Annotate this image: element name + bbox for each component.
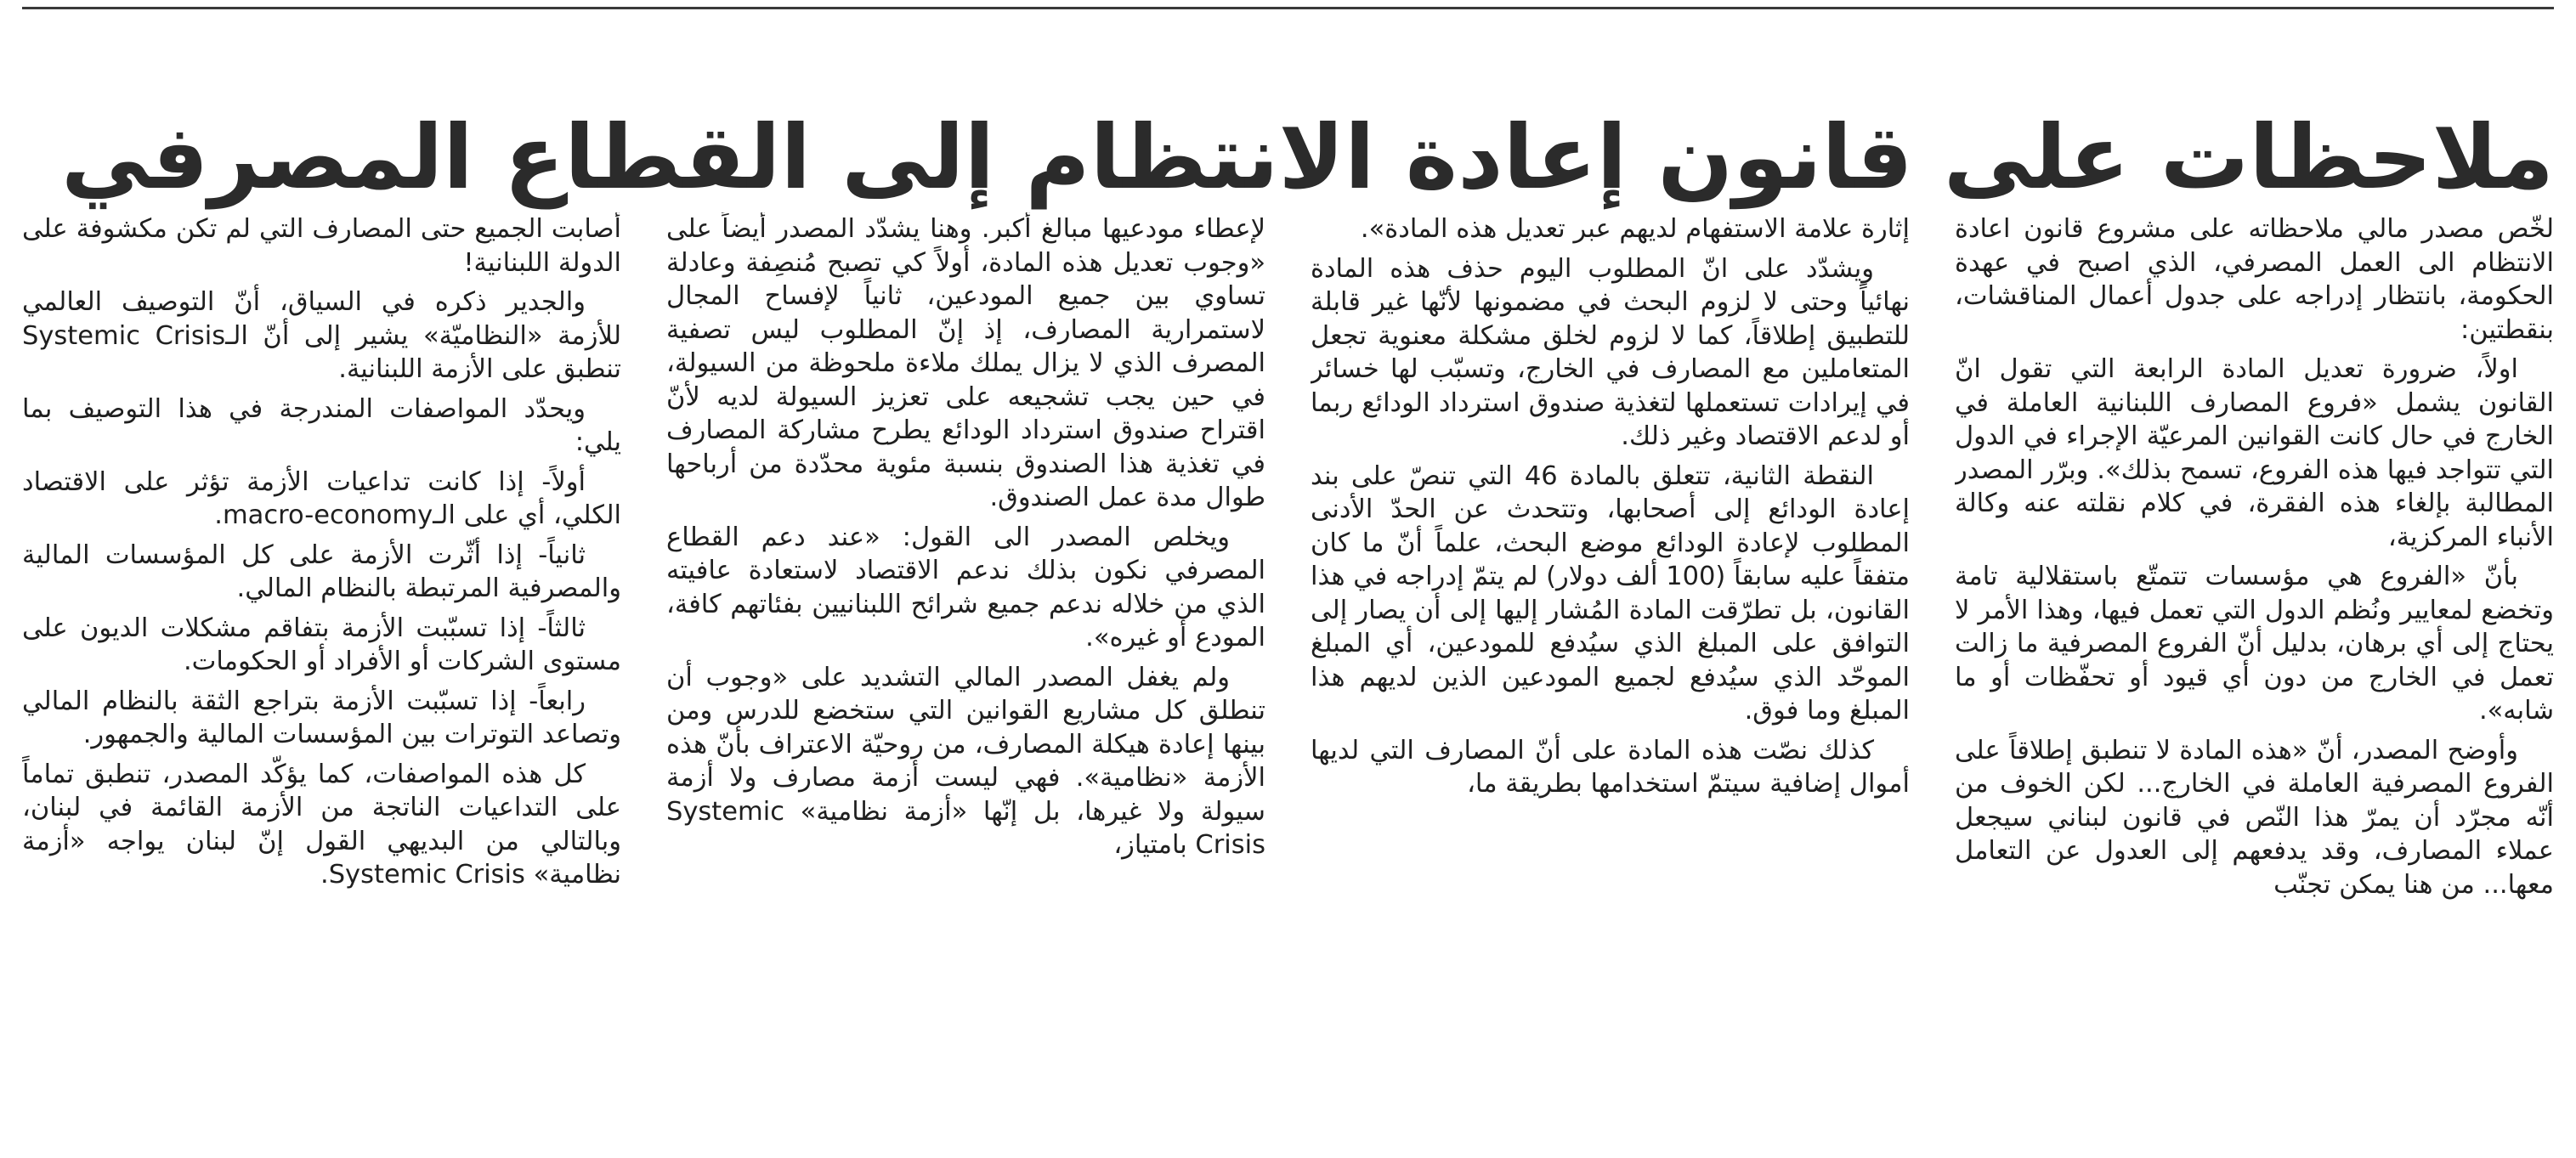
paragraph: لإعطاء مودعيها مبالغ أكبر. وهنا يشدّد المصدر أيضاً على «وجوب تعديل هذه المادة، أولاً كي تصبح مُنصِفة وعادلة تساوي بين جميع المودعين، ثانياً لإفساح المجال لاستمرارية المصارف، إذ إنّ المطلوب ليس تصفية المصرف الذي لا يزال يملك ملاءة ملحوظة من السيولة، في حين يجب تشجيعه على تعزيز السيولة لديه لأنّ اقتراح صندوق استرداد الودائع يطرح مشاركة المصارف في تغذية هذا الصندوق بنسبة مئوية محدّدة من أرباحها طوال مدة عمل الصندوق. xyxy=(666,214,1265,512)
paragraph: أولاً- إذا كانت تداعيات الأزمة تؤثر على الاقتصاد الكلي، أي على الـmacro-economy. xyxy=(22,466,621,530)
column-2 xyxy=(1311,212,1910,1138)
headline: ملاحظات على قانون إعادة الانتظام إلى القطاع المصرفي xyxy=(61,105,2554,209)
column-1 xyxy=(1955,212,2554,1138)
paragraph: النقطة الثانية، تتعلق بالمادة 46 التي تنصّ على بند إعادة الودائع إلى أصحابها، وتتحدث عن الحدّ الأدنى المطلوب لإعادة الودائع موضع البحث، علماً أنّ ما كان متفقاً عليه سابقاً (100 ألف دولار) لم يتمّ إدراجه في هذا القانون، بل تطرّقت المادة المُشار إليها إلى أن يصار إلى التوافق على المبلغ الذي سيُدفع للمودعين، أي المبلغ الموحّد الذي سيُدفع لجميع المودعين الذين لديهم هذا المبلغ وما فوق. xyxy=(1311,460,1910,726)
paragraph: كذلك نصّت هذه المادة على أنّ المصارف التي لديها أموال إضافية سيتمّ استخدامها بطريقة ما، xyxy=(1311,735,1910,799)
paragraph: لخّص مصدر مالي ملاحظاته على مشروع قانون اعادة الانتظام الى العمل المصرفي، الذي اصبح في عهدة الحكومة، بانتظار إدراجه على جدول أعمال المناقشات، بنقطتين: xyxy=(1955,214,2554,345)
paragraph: ثانياً- إذا أثّرت الأزمة على كل المؤسسات المالية والمصرفية المرتبطة بالنظام المالي. xyxy=(22,539,621,603)
paragraph: ثالثاً- إذا تسبّبت الأزمة بتفاقم مشكلات الديون على مستوى الشركات أو الأفراد أو الحكومات. xyxy=(22,613,621,676)
paragraph: ولم يغفل المصدر المالي التشديد على «وجوب أن تنطلق كل مشاريع القوانين التي ستخضع للدرس ومن بينها إعادة هيكلة المصارف، من روحيّة الاعتراف بأنّ هذه الأزمة «نظامية». فهي ليست أزمة مصارف ولا أزمة سيولة ولا غيرها، بل إنّها «أزمة نظامية» Systemic Crisis بامتياز، xyxy=(666,662,1265,860)
paragraph: ويشدّد على انّ المطلوب اليوم حذف هذه المادة نهائياً وحتى لا لزوم البحث في مضمونها لأنّها غير قابلة للتطبيق إطلاقاً، كما لا لزوم لخلق مشكلة معنوية تجعل المتعاملين مع المصارف في الخارج، وتسبّب لها خسائر في إيرادات تستعملها لتغذية صندوق استرداد الودائع ربما أو لدعم الاقتصاد وغير ذلك. xyxy=(1311,253,1910,451)
column-3 xyxy=(666,212,1265,1138)
paragraph: وأوضح المصدر، أنّ «هذه المادة لا تنطبق إطلاقاً على الفروع المصرفية العاملة في الخارج... لكن الخوف من أنّه مجرّد أن يمرّ هذا النّص في قانون لبناني سيجعل عملاء المصارف، وقد يدفعهم إلى العدول عن التعامل معها... من هنا يمكن تجنّب xyxy=(1955,735,2554,900)
paragraph: رابعاً- إذا تسبّبت الأزمة بتراجع الثقة بالنظام المالي وتصاعد التوترات بين المؤسسات المالية والجمهور. xyxy=(22,686,621,749)
paragraph: اولاً، ضرورة تعديل المادة الرابعة التي تقول انّ القانون يشمل «فروع المصارف اللبنانية العاملة في الخارج في حال كانت القوانين المرعيّة الإجراء في الدول التي تتواجد فيها هذه الفروع، تسمح بذلك». وبرّر المصدر المطالبة بإلغاء هذه الفقرة، في كلام نقلته عنه وكالة الأنباء المركزية، xyxy=(1955,354,2554,552)
paragraph: ويخلص المصدر الى القول: «عند دعم القطاع المصرفي نكون بذلك ندعم الاقتصاد لاستعادة عافيته الذي من خلاله ندعم جميع شرائح اللبنانيين بفئاتهم كافة، المودع أو غيره». xyxy=(666,522,1265,652)
paragraph: كل هذه المواصفات، كما يؤكّد المصدر، تنطبق تماماً على التداعيات الناتجة من الأزمة القائمة في لبنان، وبالتالي من البديهي القول إنّ لبنان يواجه «أزمة نظامية» Systemic Crisis. xyxy=(22,759,621,890)
paragraph: بأنّ «الفروع هي مؤسسات تتمتّع باستقلالية تامة وتخضع لمعايير ونُظم الدول التي تعمل فيها، وهذا الأمر لا يحتاج إلى أي برهان، بدليل أنّ الفروع المصرفية ما زالت تعمل في الخارج من دون أي قيود أو تحفّظات أو ما شابه». xyxy=(1955,562,2554,726)
paragraph: أصابت الجميع حتى المصارف التي لم تكن مكشوفة على الدولة اللبنانية! xyxy=(22,214,621,278)
article-body xyxy=(22,212,2554,1138)
paragraph: إثارة علامة الاستفهام لديهم عبر تعديل هذه المادة». xyxy=(1360,214,1910,244)
top-rule xyxy=(22,7,2554,9)
column-4 xyxy=(22,212,621,1138)
paragraph: ويحدّد المواصفات المندرجة في هذا التوصيف بما يلي: xyxy=(22,393,621,457)
paragraph: والجدير ذكره في السياق، أنّ التوصيف العالمي للأزمة «النظاميّة» يشير إلى أنّ الـSystemic Crisis تنطبق على الأزمة اللبنانية. xyxy=(22,287,621,384)
